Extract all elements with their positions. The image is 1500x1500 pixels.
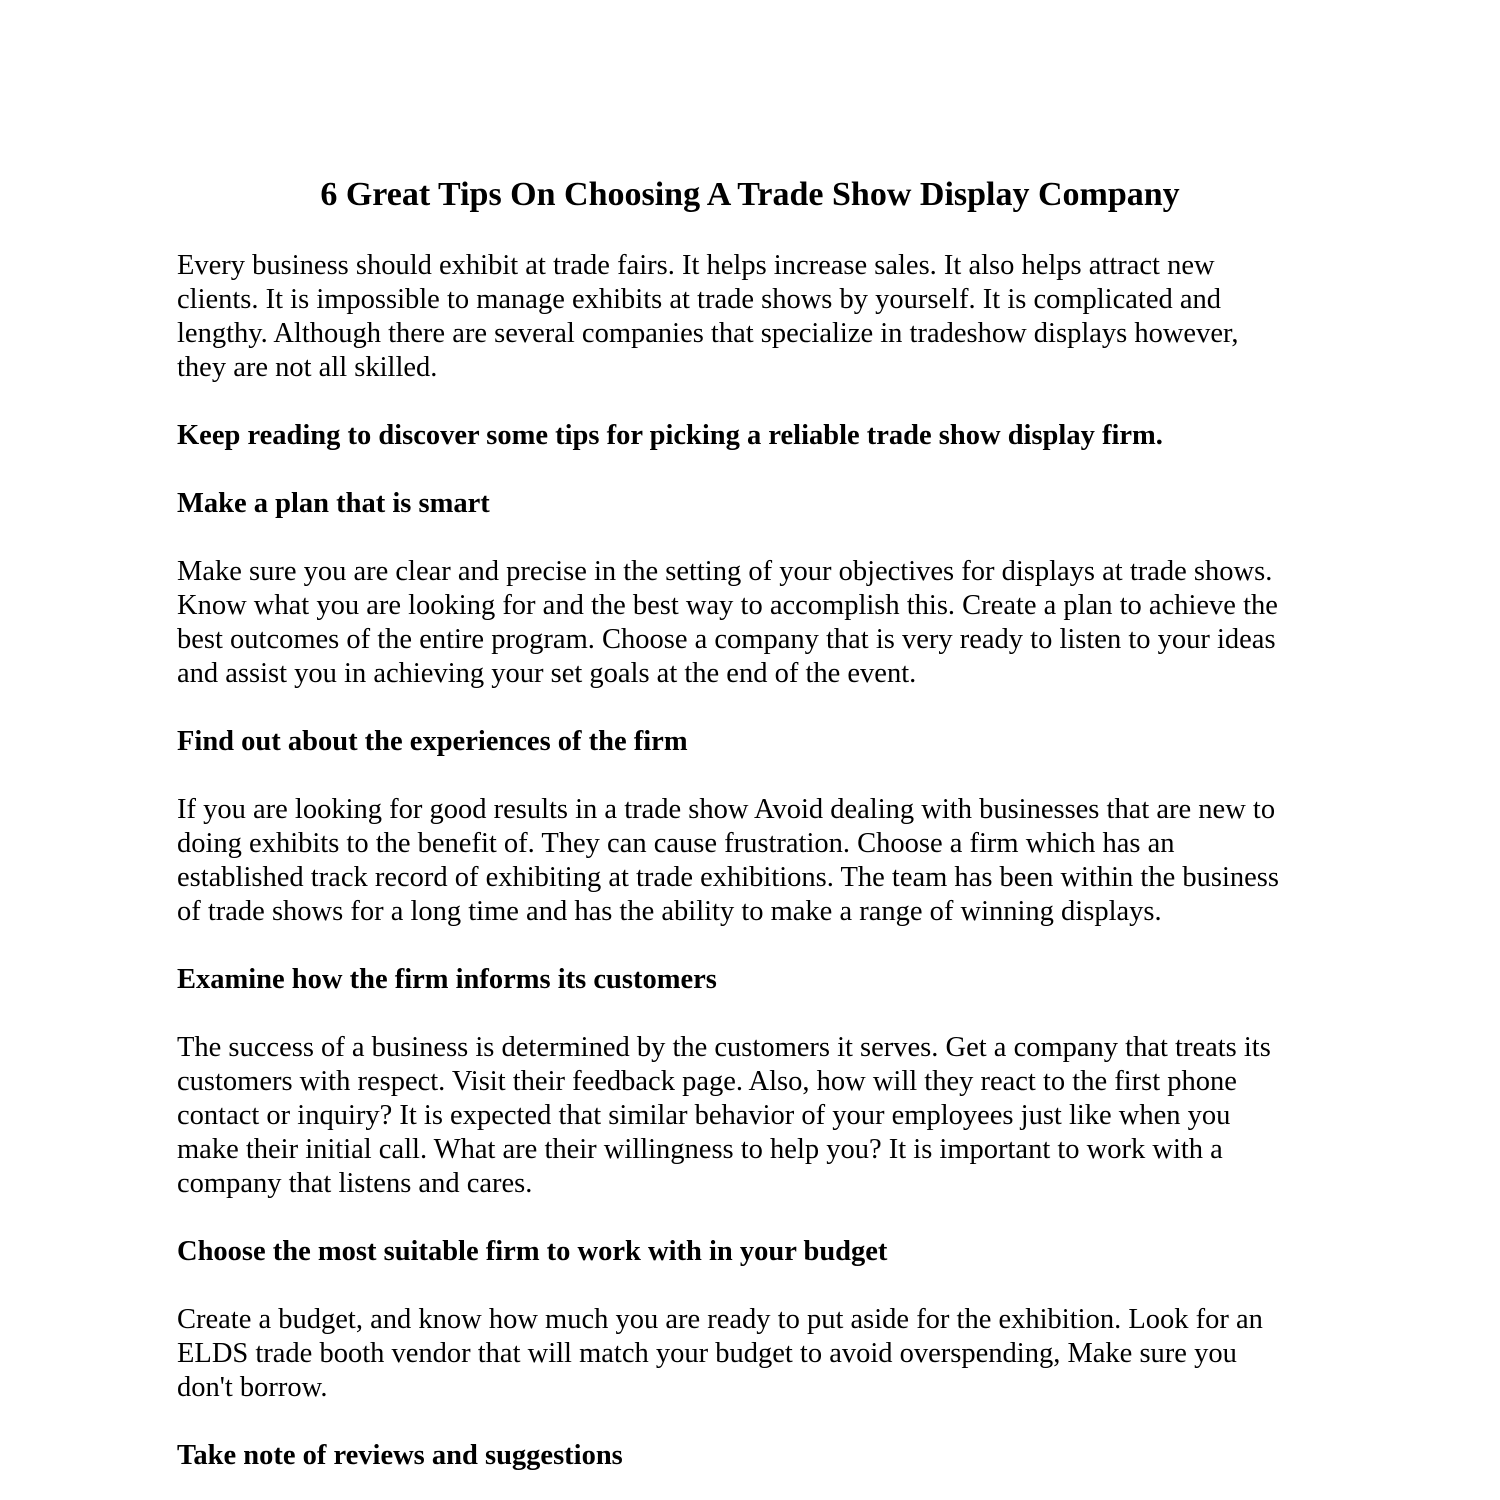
section-heading-experience: Find out about the experiences of the firm bbox=[177, 726, 688, 757]
paragraph-line: Make sure you are clear and precise in the setting of your objectives for displays at trade shows. bbox=[177, 556, 1273, 587]
intro-line: they are not all skilled. bbox=[177, 352, 438, 383]
section-heading-customers: Examine how the firm informs its customers bbox=[177, 964, 717, 995]
paragraph-line: ELDS trade booth vendor that will match your budget to avoid overspending, Make sure you bbox=[177, 1338, 1237, 1369]
paragraph-line: customers with respect. Visit their feedback page. Also, how will they react to the first phone bbox=[177, 1066, 1237, 1097]
section-heading-plan: Make a plan that is smart bbox=[177, 488, 490, 519]
section-paragraph-plan bbox=[177, 555, 1337, 691]
paragraph-line: Create a budget, and know how much you are ready to put aside for the exhibition. Look for an bbox=[177, 1304, 1263, 1335]
paragraph-line: If you are looking for good results in a trade show Avoid dealing with businesses that are new to bbox=[177, 794, 1276, 825]
document-body bbox=[177, 249, 1337, 1473]
lead-statement: Keep reading to discover some tips for picking a reliable trade show display firm. bbox=[177, 420, 1163, 451]
intro-line: Every business should exhibit at trade fairs. It helps increase sales. It also helps attract new bbox=[177, 250, 1215, 281]
paragraph-line: and assist you in achieving your set goals at the end of the event. bbox=[177, 658, 917, 689]
paragraph-line: company that listens and cares. bbox=[177, 1168, 533, 1199]
paragraph-line: best outcomes of the entire program. Choose a company that is very ready to listen to your ideas bbox=[177, 624, 1276, 655]
intro-paragraph bbox=[177, 249, 1337, 385]
section-heading-reviews: Take note of reviews and suggestions bbox=[177, 1440, 623, 1471]
paragraph-line: doing exhibits to the benefit of. They can cause frustration. Choose a firm which has an bbox=[177, 828, 1175, 859]
section-paragraph-experience bbox=[177, 793, 1337, 929]
intro-line: lengthy. Although there are several companies that specialize in tradeshow displays however, bbox=[177, 318, 1239, 349]
paragraph-line: contact or inquiry? It is expected that similar behavior of your employees just like when you bbox=[177, 1100, 1231, 1131]
section-heading-budget: Choose the most suitable firm to work with in your budget bbox=[177, 1236, 888, 1267]
section-paragraph-customers bbox=[177, 1031, 1337, 1201]
paragraph-line: make their initial call. What are their willingness to help you? It is important to work with a bbox=[177, 1134, 1223, 1165]
intro-line: clients. It is impossible to manage exhibits at trade shows by yourself. It is complicated and bbox=[177, 284, 1221, 315]
paragraph-line: established track record of exhibiting at trade exhibitions. The team has been within the business bbox=[177, 862, 1279, 893]
paragraph-line: The success of a business is determined by the customers it serves. Get a company that treats its bbox=[177, 1032, 1271, 1063]
paragraph-line: of trade shows for a long time and has the ability to make a range of winning displays. bbox=[177, 896, 1162, 927]
paragraph-line: Know what you are looking for and the best way to accomplish this. Create a plan to achieve the bbox=[177, 590, 1278, 621]
document-title: 6 Great Tips On Choosing A Trade Show Display Company bbox=[320, 176, 1180, 213]
section-paragraph-budget bbox=[177, 1303, 1337, 1405]
paragraph-line: don't borrow. bbox=[177, 1372, 328, 1403]
